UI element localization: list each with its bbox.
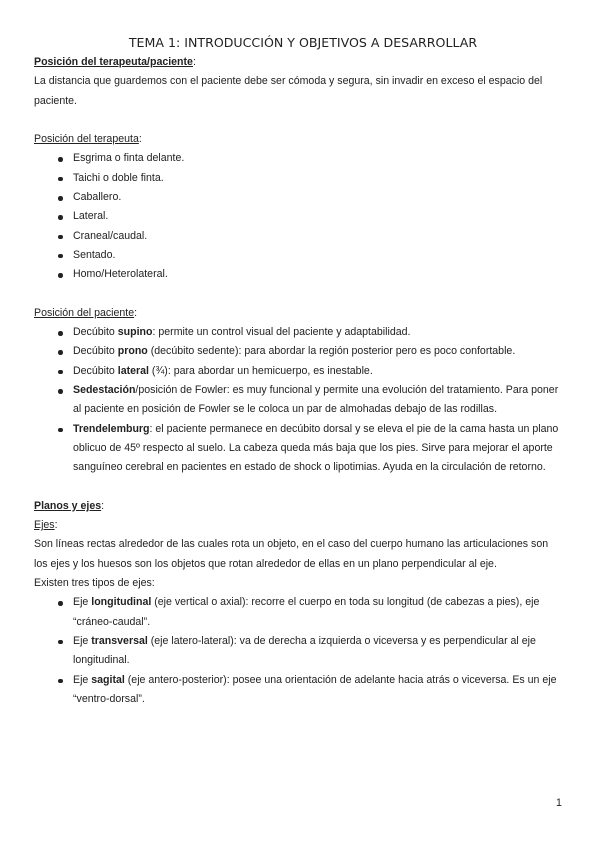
bold-term: Trendelemburg (73, 422, 150, 435)
colon: : (138, 133, 142, 146)
list-item (73, 632, 564, 671)
text: (eje antero-posterior): posee una orientación de adelante hacia atrás o viceversa. Es un eje “ventro-dorsal”. (73, 673, 557, 705)
list-item: Lateral. (73, 207, 564, 226)
colon: : (134, 306, 138, 319)
text: Eje (73, 596, 92, 609)
list-item (73, 381, 564, 420)
spacer (34, 285, 564, 304)
text: : el paciente permanece en decúbito dorsal y se eleva el pie de la cama hasta un plano oblicuo de 45º respecto al suelo. La cabeza queda más baja que los pies. Sirve para mejorar el aporte sanguíneo cerebral en pacientes en estado de shock o lipotimias. Ayuda en la circulación de retorno. (73, 422, 559, 474)
subsection-heading (34, 130, 564, 149)
colon: : (101, 499, 105, 512)
text: Decúbito (73, 326, 118, 339)
colon: : (192, 56, 196, 68)
text: Eje (73, 634, 92, 647)
list-item (73, 323, 564, 342)
bold-term: longitudinal (91, 596, 152, 609)
heading-text: Posición del terapeuta (34, 133, 139, 146)
axes-list (34, 593, 564, 709)
list-item: Caballero. (73, 188, 564, 207)
document-title: TEMA 1: INTRODUCCIÓN Y OBJETIVOS A DESARROLLAR (128, 35, 478, 50)
text: (¾): para abordar un hemicuerpo, es inestable. (148, 364, 373, 377)
list-item (73, 671, 564, 710)
text: Decúbito (73, 345, 118, 358)
list-item: Taichi o doble finta. (73, 169, 564, 188)
list-item (73, 420, 564, 478)
text: : permite un control visual del paciente y adaptabilidad. (152, 326, 411, 339)
list-item: Esgrima o finta delante. (73, 149, 564, 168)
document-page (34, 33, 564, 709)
list-item: Sentado. (73, 246, 564, 265)
heading-text: Ejes (34, 519, 55, 532)
text: (eje vertical o axial): recorre el cuerpo en toda su longitud (de cabezas a pies), eje “cráneo-caudal”. (73, 596, 540, 628)
list-item (73, 342, 564, 361)
page-number: 1 (556, 797, 562, 809)
therapist-positions-list (34, 149, 564, 284)
list-item: Homo/Heterolateral. (73, 265, 564, 284)
bold-term: Sedestación (73, 384, 136, 397)
spacer (34, 111, 564, 130)
patient-positions-list (34, 323, 564, 477)
text: (eje latero-lateral): va de derecha a izquierda o viceversa y es perpendicular al eje longitudinal. (73, 634, 536, 667)
heading-text: Posición del terapeuta/paciente (34, 56, 193, 68)
text: /posición de Fowler: es muy funcional y permite una evolución del tratamiento. Para poner al paciente en posición de Fowler se le coloca un par de almohadas debajo de las rodillas. (73, 384, 559, 416)
paragraph: Son líneas rectas alrededor de las cuales rota un objeto, en el caso del cuerpo humano las articulaciones son los ejes y los huesos son los objetos que rotan alrededor de ellas en un plano perpendicular al eje. (34, 538, 549, 570)
bold-term: lateral (117, 364, 149, 377)
text: (decúbito sedente): para abordar la región posterior pero es poco confortable. (147, 345, 516, 358)
paragraph: La distancia que guardemos con el paciente debe ser cómoda y segura, sin invadir en exceso el espacio del paciente. (34, 75, 543, 107)
spacer (34, 478, 564, 497)
paragraph: Existen tres tipos de ejes: (34, 577, 155, 590)
list-item (73, 593, 564, 632)
text: Eje (73, 673, 92, 686)
list-item: Craneal/caudal. (73, 227, 564, 246)
bold-term: transversal (91, 634, 148, 647)
subsection-heading (34, 516, 564, 535)
section-heading (34, 497, 564, 516)
heading-text: Posición del paciente (34, 306, 135, 319)
bold-term: sagital (91, 673, 125, 686)
text: Decúbito (73, 364, 118, 377)
subsection-heading (34, 304, 564, 323)
list-item (73, 362, 564, 381)
heading-text: Planos y ejes (34, 499, 102, 512)
section-heading (34, 53, 564, 72)
bold-term: supino (117, 326, 153, 339)
colon: : (54, 519, 58, 532)
bold-term: prono (117, 345, 148, 358)
